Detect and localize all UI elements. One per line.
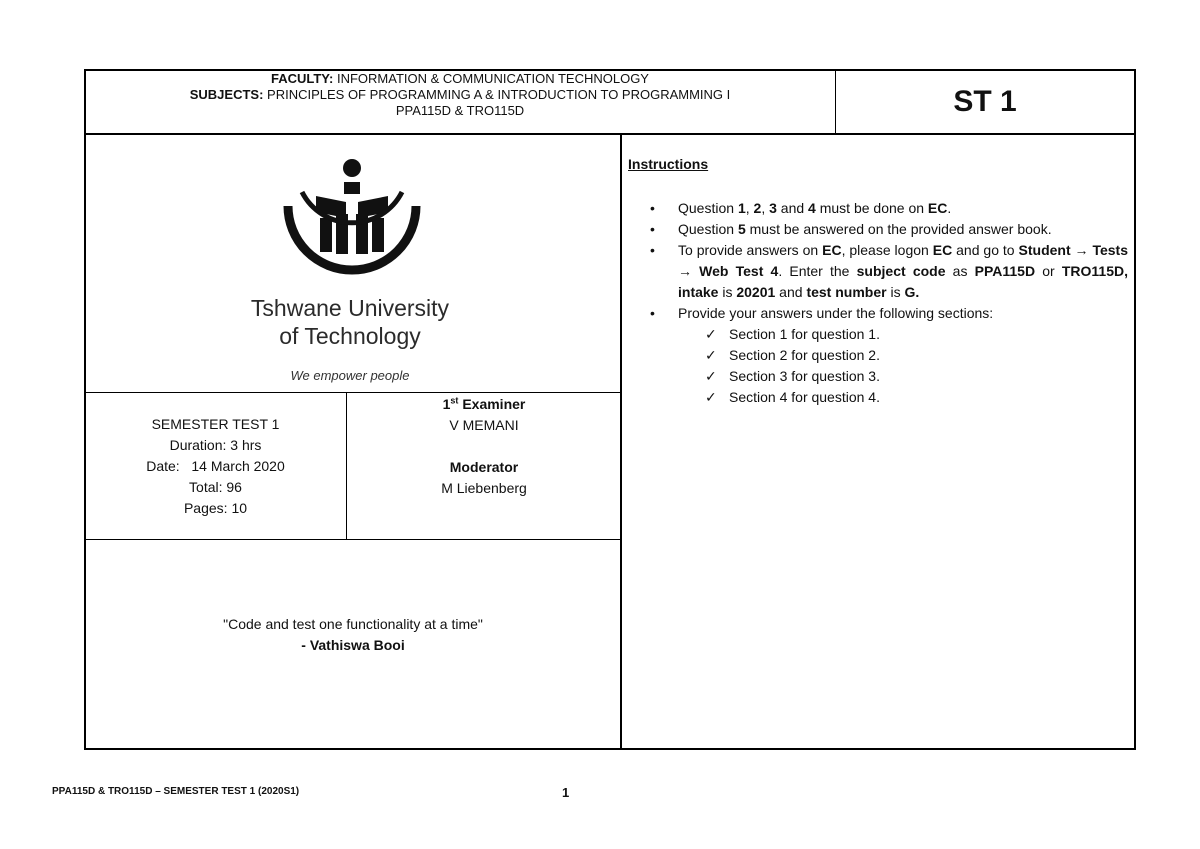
university-name (200, 294, 500, 350)
test-title: SEMESTER TEST 1 (151, 416, 280, 432)
info-top-line (85, 392, 620, 393)
university-name-line2: of Technology (279, 323, 421, 349)
section-item: ✓ Section 3 for question 3. (705, 366, 1128, 387)
quote-author: - Vathiswa Booi (301, 637, 405, 653)
instruction-item: • Provide your answers under the following sections: ✓ Section 1 for question 1. ✓ Section 2 for question 2. ✓ Section 3 for question 3. ✓ Section 4 for question 4. (650, 303, 1128, 408)
sections-list (678, 324, 1128, 408)
bullet-icon: • (650, 221, 655, 237)
examiner-ordinal-suffix: st (450, 395, 459, 406)
section-item: ✓ Section 2 for question 2. (705, 345, 1128, 366)
test-pages: Pages: 10 (183, 500, 248, 516)
check-icon: ✓ (705, 326, 717, 342)
check-icon: ✓ (705, 347, 717, 363)
test-info (88, 414, 343, 519)
test-date: Date: 14 March 2020 (146, 458, 285, 474)
first-examiner-name: V MEMANI (449, 417, 519, 433)
subjects-label: SUBJECTS: (189, 87, 264, 102)
instructions-title: Instructions (628, 156, 709, 172)
page-number: 1 (562, 785, 570, 800)
check-icon: ✓ (705, 368, 717, 384)
examiner-ordinal: 1 (442, 396, 451, 412)
footer-text: PPA115D & TRO115D – SEMESTER TEST 1 (2020S1) (52, 786, 300, 797)
instruction-item: • Question 1, 2, 3 and 4 must be done on EC. (650, 198, 1128, 219)
instruction-item: • To provide answers on EC, please logon EC and go to Student → Tests → Web Test 4. Enter the subject code as PPA115D or TRO115D, intake is 20201 and test number is G. (650, 242, 1129, 300)
faculty-line (86, 71, 834, 87)
subjects-value: PRINCIPLES OF PROGRAMMING A & INTRODUCTION TO PROGRAMMING I (267, 87, 731, 102)
info-bottom-line (85, 539, 620, 540)
check-icon: ✓ (705, 389, 717, 405)
info-divider (346, 392, 347, 539)
bullet-icon: • (650, 200, 655, 216)
section-item: ✓ Section 4 for question 4. (705, 387, 1128, 408)
test-total: Total: 96 (189, 479, 242, 495)
examiner-label: Examiner (462, 396, 526, 412)
instructions-list (650, 198, 1128, 408)
moderator-label: Moderator (449, 459, 519, 475)
first-examiner-label (350, 394, 618, 415)
university-tagline: We empower people (290, 368, 410, 383)
examiner-info (350, 394, 618, 499)
section-item: ✓ Section 1 for question 1. (705, 324, 1128, 345)
st-label: ST 1 (953, 85, 1017, 118)
bullet-icon: • (650, 305, 655, 321)
faculty-label: FACULTY: (271, 71, 334, 86)
university-logo-icon (280, 156, 425, 286)
instruction-item: • Question 5 must be answered on the provided answer book. (650, 219, 1128, 240)
bullet-icon: • (650, 242, 655, 258)
subjects-line (86, 87, 834, 103)
quote-block (88, 614, 618, 656)
header-text (86, 71, 834, 119)
test-duration: Duration: 3 hrs (169, 437, 262, 453)
faculty-value: INFORMATION & COMMUNICATION TECHNOLOGY (336, 71, 649, 86)
subject-codes: PPA115D & TRO115D (395, 103, 525, 118)
body-divider (620, 133, 622, 750)
university-name-line1: Tshwane University (250, 295, 450, 321)
quote-text: "Code and test one functionality at a time" (223, 616, 483, 632)
moderator-name: M Liebenberg (441, 480, 527, 496)
